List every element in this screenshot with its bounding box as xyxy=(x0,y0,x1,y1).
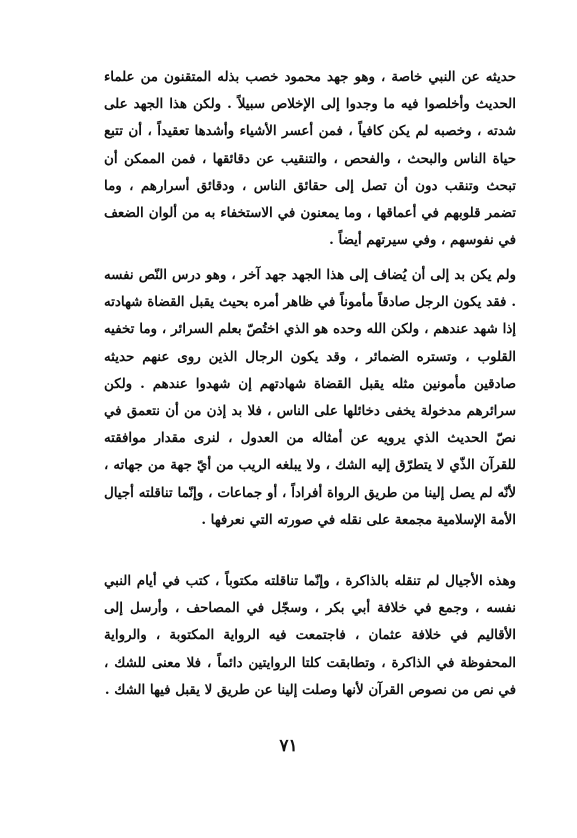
paragraph-3 xyxy=(104,568,516,704)
paragraph-2-text: ولم يكن بد إلى أن يُضاف إلى هذا الجهد جهد آخر ، وهو درس النّص نفسه . فقد يكون الرجل صادقاً مأموناً في ظاهر أمره بحيث يقبل القضاة شهادته إذا شهد عندهم ، ولكن الله وحده هو الذي اختُصّ بعلم السرائر ، وما تخفيه القلوب ، وتستره الضمائر ، وقد يكون الرجال الذين روى عنهم حديثه صادقين مأمونين مثله يقبل القضاة شهادتهم إن شهدوا عندهم . ولكن سرائرهم مدخولة يخفى دخائلها على الناس ، فلا بد إذن من أن نتعمق في نصّ الحديث الذي يرويه عن أمثاله من العدول ، لنرى مقدار موافقته للقرآن الذّي لا يتطرّق إليه الشك ، ولا يبلغه الريب من أيّ جهة من جهاته ، لأنّه لم يصل إلينا من طريق الرواة أفراداً ، أو جماعات ، وإنّما تناقلته أجيال الأمة الإسلامية مجمعة على نقله في صورته التي نعرفها . xyxy=(104,267,516,528)
paragraph-2 xyxy=(104,262,516,534)
paragraph-1 xyxy=(104,64,516,254)
paragraph-1-text: حديثه عن النبي خاصة ، وهو جهد محمود خصب بذله المتقنون من علماء الحديث وأخلصوا فيه ما وجدوا إلى الإخلاص سبيلاً . ولكن هذا الجهد على شدته ، وخصبه لم يكن كافياً ، فمن أعسر الأشياء وأشدها تعقيداً ، أن تتبع حياة الناس والبحث ، والفحص ، والتنقيب عن دقائقها ، فمن الممكن أن تبحث وتنقب دون أن تصل إلى حقائق الناس ، ودقائق أسرارهم ، وما تضمر قلوبهم في أعماقها ، وما يمعنون في الاستخفاء به من ألوان الضعف في نفوسهم ، وفي سيرتهم أيضاً . xyxy=(104,69,516,249)
page-number: ٧١ xyxy=(279,736,298,756)
paragraph-3-text: وهذه الأجيال لم تنقله بالذاكرة ، وإنّما تناقلته مكتوباً ، كتب في أيام النبي نفسه ، وجمع في خلافة أبي بكر ، وسجّل في المصاحف ، وأرسل إلى الأقاليم في خلافة عثمان ، فاجتمعت فيه الرواية المكتوبة ، والرواية المحفوظة في الذاكرة ، وتطابقت كلتا الروايتين دائماً ، فلا معنى للشك ، في نص من نصوص القرآن لأنها وصلت إلينا عن طريق لا يقبل فيها الشك . xyxy=(104,573,516,698)
